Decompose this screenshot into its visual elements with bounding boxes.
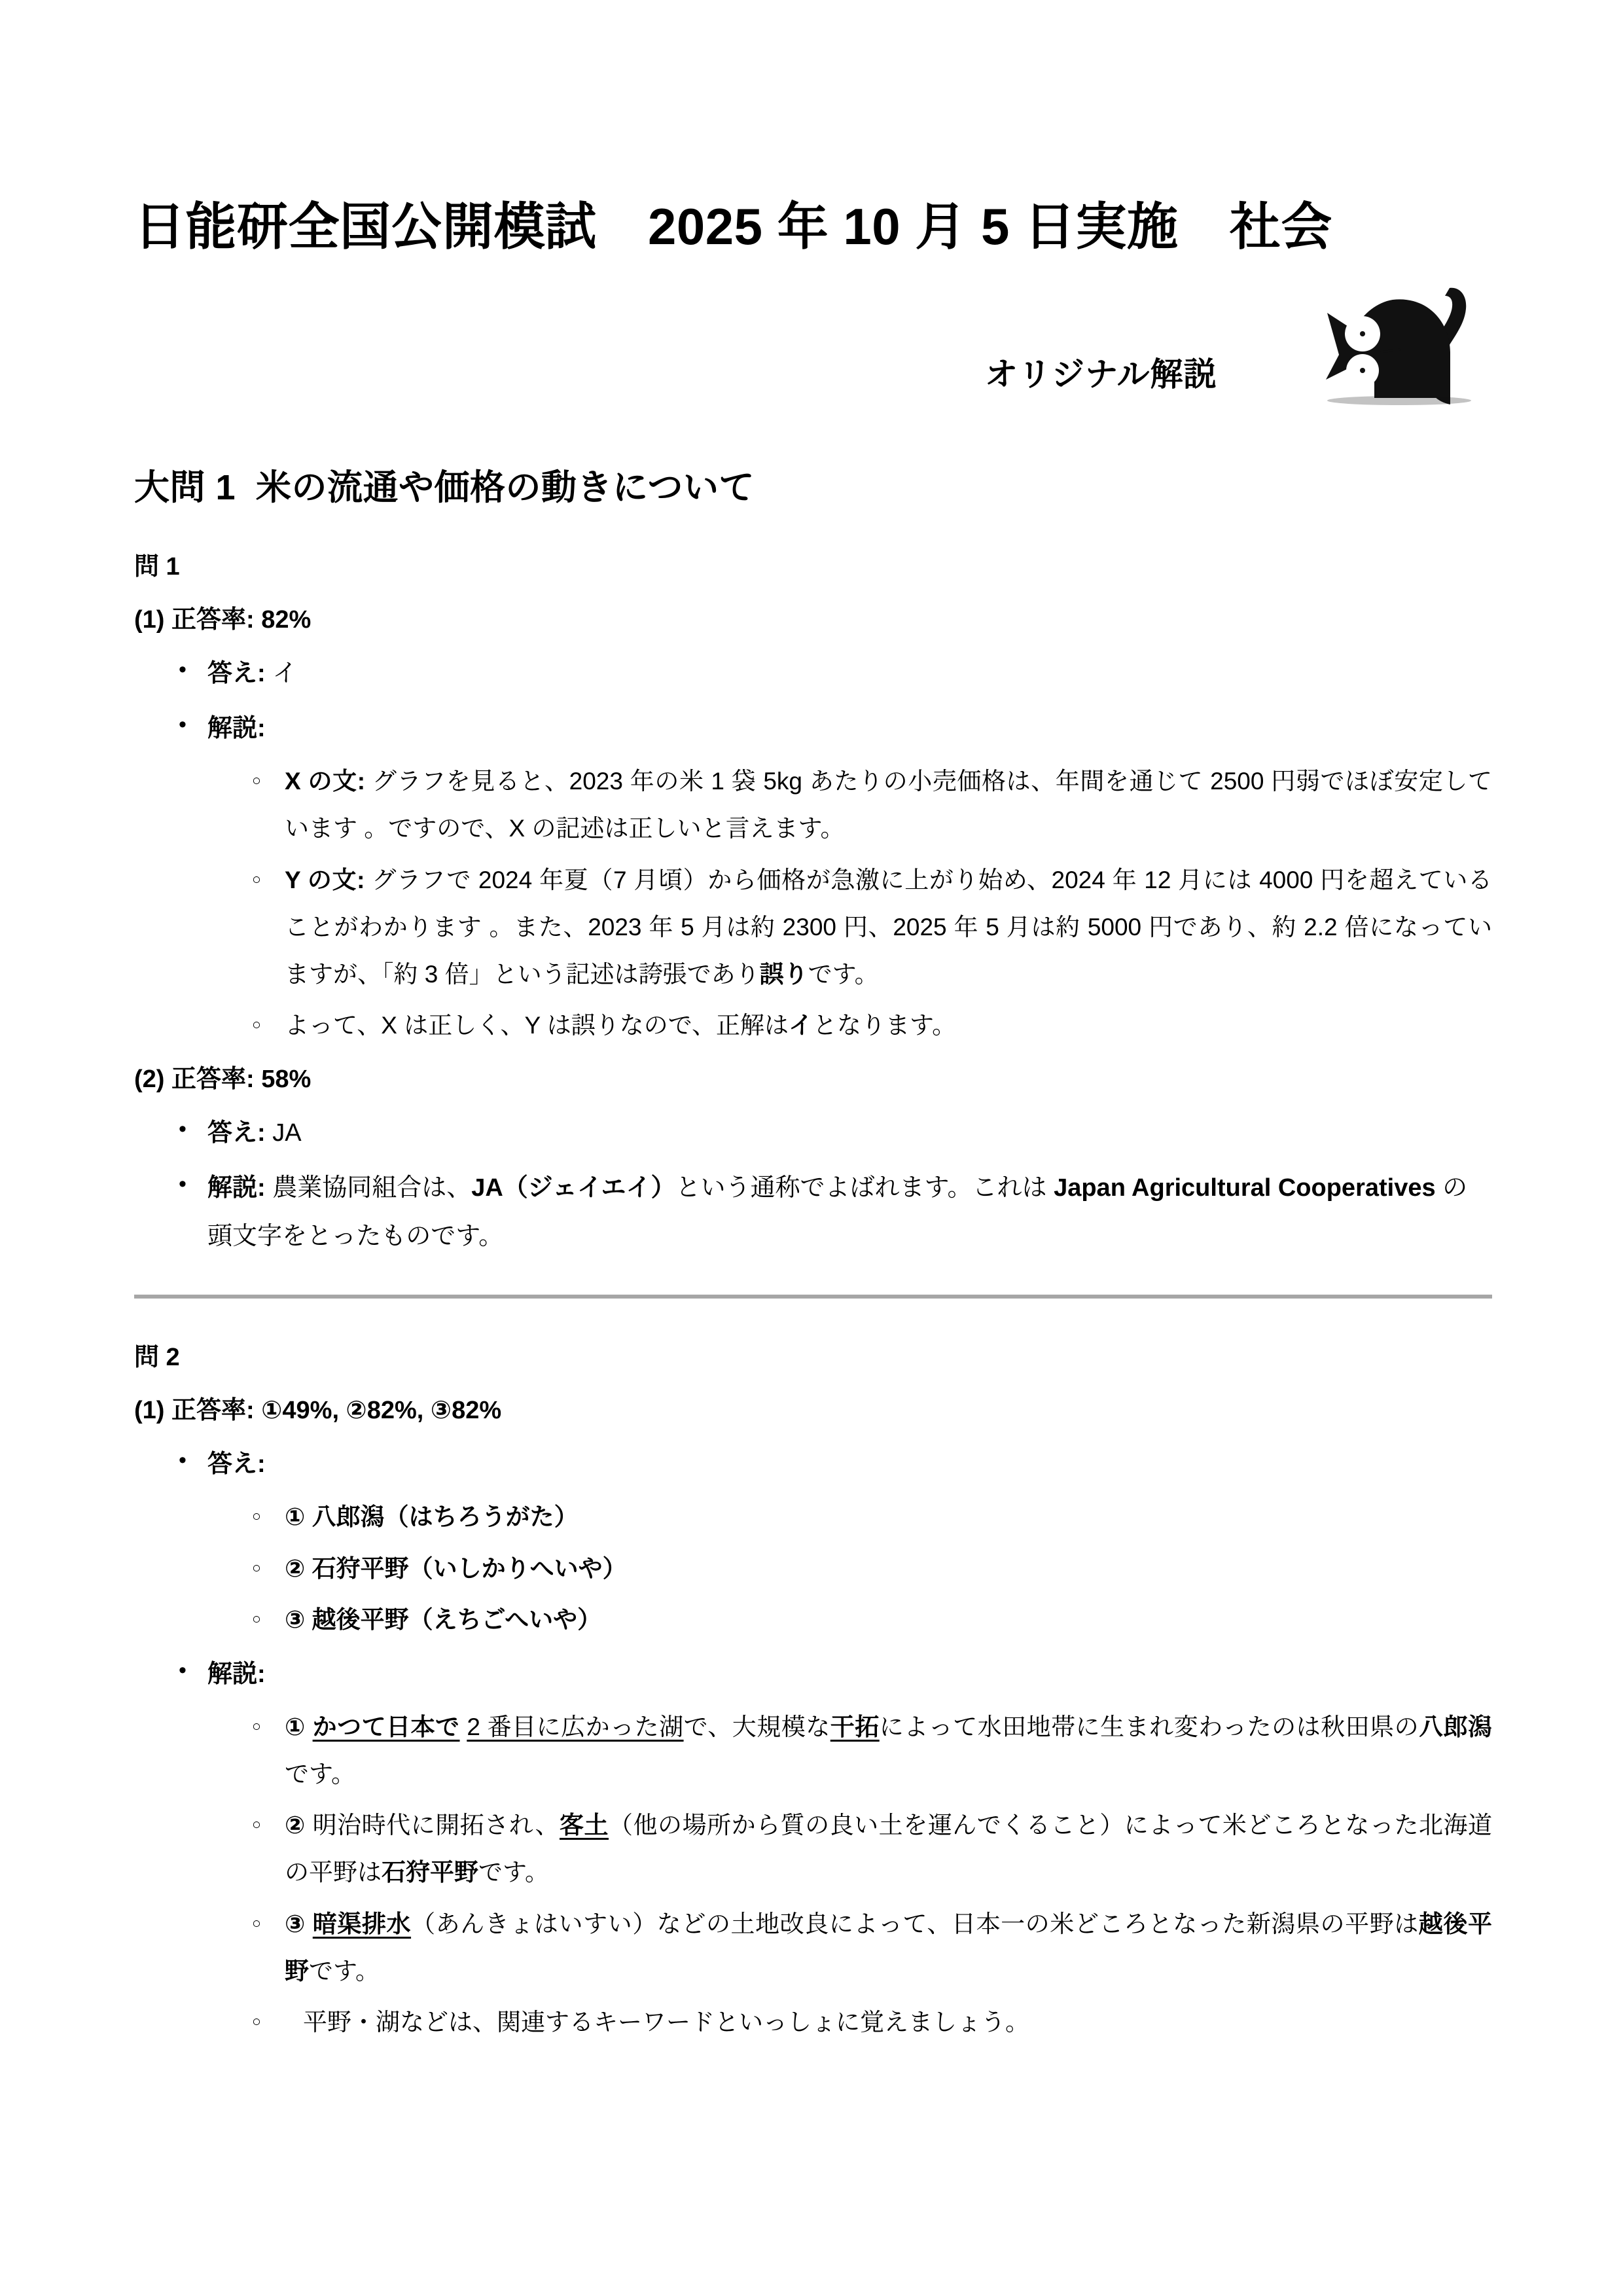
q2-kaisetsu-3 [285,1901,1492,1995]
keyword-katsute: かつて日本で [312,1713,460,1740]
q1-sub2-list [134,1109,1492,1261]
keyword-2nd-largest-lake: 2 番目に広かった湖 [467,1713,684,1740]
text-2b: （他の場所から質の良い土を運んでくること）によって米どころとなった北海道の平野は [285,1812,1492,1886]
q1-sub1-kaisetsu-item [207,704,1492,1049]
answer-hachirogata: 八郎潟 [1419,1713,1493,1740]
kaisetsu-label: 解説: [207,715,266,743]
kaisetsu-mid: という通称でよばれます。これは [675,1174,1054,1202]
kaisetsu-ja-english: Japan Agricultural Cooperatives [1054,1174,1436,1202]
q1-sub2-answer-item [207,1109,1492,1157]
q2-sub1-kaisetsu-item [207,1650,1492,2046]
answer-label: 答え: [207,660,266,688]
keyword-ankyo-haisui: 暗渠排水 [312,1910,412,1937]
text-1c: です。 [285,1761,356,1788]
text-3b: です。 [309,1957,380,1984]
q2-answer-3: ○ ③ 越後平野（えちごへいや） [285,1596,1492,1643]
q1-sub1-correct-rate: (1) 正答率: 82% [134,606,312,634]
spacer-text-1 [460,1713,467,1740]
text-2c: です。 [478,1859,550,1886]
conclusion-post: となります。 [813,1011,957,1039]
q1-sub1-kaisetsu-list [207,758,1492,1049]
kaisetsu-post: の頭文字をとったものです。 [207,1174,1468,1251]
y-statement-bold-tail: 誤り [759,960,808,988]
kaisetsu-ja-term: JA（ジェイエイ） [471,1174,676,1202]
answer-ishikari-heiya: 石狩平野 [382,1859,478,1886]
item-marker-2: ② [285,1812,306,1839]
q2-answer-1: ○ ① 八郎潟（はちろうがた） [285,1494,1492,1541]
conclusion-pre: よって、X は正しく、Y は誤りなので、正解は [285,1011,789,1039]
q1-sub1-answer-item [207,649,1492,698]
question-1-label: 問 1 [134,553,180,581]
kaisetsu-pre: 農業協同組合は、 [272,1174,472,1202]
question-2-label: 問 2 [134,1344,180,1372]
answer-label: 答え: [207,1450,266,1479]
item-marker-1: ① [285,1713,306,1740]
kaisetsu-label: 解説: [207,1660,266,1688]
x-statement-text: グラフを見ると、2023 年の米 1 袋 5kg あたりの小売価格は、年間を通じて 2500 円弱でほぼ安定しています 。ですので、X の記述は正しいと言えます。 [285,768,1493,842]
closing-text: 平野・湖などは、関連するキーワードといっしょに覚えましょう。 [303,2008,1029,2036]
q2-sub1-correct-rate: (1) 正答率: ①49%, ②82%, ③82% [134,1397,502,1425]
item-marker-3: ③ [285,1910,306,1937]
text-1a: で、大規模な [683,1713,830,1740]
answer-value: JA [272,1119,302,1147]
q2-answer-list [207,1494,1492,1643]
q2-sub1-list [134,1440,1492,2046]
kaisetsu-x-statement [285,758,1492,852]
kaisetsu-label: 解説: [207,1174,266,1202]
subtitle: オリジナル解説 [985,356,1217,393]
text-1b: によって水田地帯に生まれ変わったのは秋田県の [879,1713,1419,1740]
answer-value: イ [272,660,298,688]
y-statement-tail: です。 [808,960,879,988]
q2-kaisetsu-closing [285,1999,1492,2046]
conclusion-answer: イ [789,1011,813,1039]
q1-sub2-kaisetsu-item [207,1164,1492,1261]
answer-echigo-heiya: 越後平野 [285,1910,1493,1984]
text-2a: 明治時代に開拓され、 [312,1812,560,1839]
q2-kaisetsu-list [207,1704,1492,2046]
kaisetsu-conclusion [285,1002,1492,1049]
y-statement-text: グラフで 2024 年夏（7 月頃）から価格が急激に上がり始め、2024 年 12 月には 4000 円を超えていることがわかります 。また、2023 年 5 月は約 2300 円、2025 年 5 月は約 5000 円であり、約 2.2 倍になっていますが、「約 3 倍」という記述は誇張であり [285,866,1492,988]
y-statement-lead: Y の文: [285,866,365,893]
q1-sub2-correct-rate: (2) 正答率: 58% [134,1066,312,1094]
q2-kaisetsu-2 [285,1802,1492,1896]
black-cat-logo-icon [1315,270,1479,423]
text-3a: （あんきょはいすい）などの土地改良によって、日本一の米どころとなった新潟県の平野は [411,1910,1419,1937]
keyword-kantaku: 干拓 [830,1713,880,1740]
page-title: 日能研全国公開模試 2025 年 10 月 5 日実施 社会 [134,198,1333,255]
answer-label: 答え: [207,1119,266,1147]
keyword-kyakudo: 客土 [560,1812,609,1839]
q2-kaisetsu-1 [285,1704,1492,1798]
section-heading: 大問 1 米の流通や価格の動きについて [134,468,755,508]
q2-sub1-answer-item [207,1440,1492,1643]
header-subtitle-row [134,270,1492,430]
kaisetsu-y-statement [285,857,1492,998]
q1-sub1-list [134,649,1492,1049]
section-divider [134,1295,1492,1299]
q2-answer-2: ○ ② 石狩平野（いしかりへいや） [285,1545,1492,1592]
x-statement-lead: X の文: [285,768,366,795]
